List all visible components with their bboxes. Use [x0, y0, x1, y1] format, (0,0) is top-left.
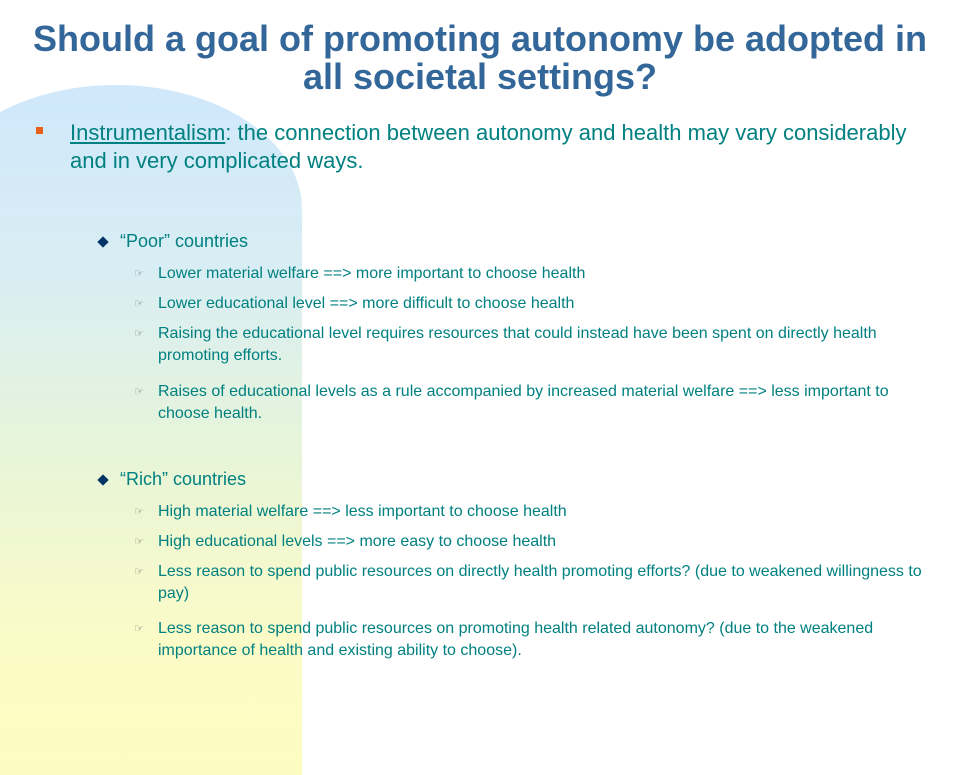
- main-point: [70, 119, 920, 175]
- slide-body: Instrumentalism: the connection between autonomy and health may vary considerably and in very complicated ways. “Poor” countries ☞ Lower material welfare ==> more important to choose health ☞ Lower educational level ==> more difficult to choose health ☞ Raising the educational level requires resources that could instead have been spent on directly health promoting efforts. ☞ Raises of educational levels as a rule accompanied by increased material welfare ==> less important to choose health. “Rich” countries ☞ High material welfare ==> less important to choose health ☞ High educational levels ==> more easy to choose health ☞ Less reason to spend public resources on directly health promoting efforts? (due to weakened willingness to pay) ☞ Less reason to spend public resources on promoting health related autonomy? (due to the weakened importance of health and existing ability to choose).: [0, 0, 960, 720]
- pointing-hand-icon: ☞: [134, 328, 144, 340]
- pointing-hand-icon: ☞: [134, 536, 144, 548]
- pointing-hand-icon: ☞: [134, 298, 144, 310]
- main-point-text: : the connection between autonomy and health may vary considerably and in very complicated ways.: [70, 120, 907, 173]
- pointing-hand-icon: ☞: [134, 268, 144, 280]
- pointing-hand-icon: ☞: [134, 386, 144, 398]
- slide-title: Should a goal of promoting autonomy be adopted in all societal settings?: [33, 18, 927, 97]
- diamond-bullet-icon: [95, 472, 111, 488]
- pointing-hand-icon: ☞: [134, 506, 144, 518]
- pointing-hand-icon: ☞: [134, 566, 144, 578]
- instrumentalism-term: Instrumentalism: [70, 120, 226, 145]
- pointing-hand-icon: ☞: [134, 623, 144, 635]
- square-bullet-icon: [36, 127, 43, 134]
- diamond-bullet-icon: [95, 234, 111, 250]
